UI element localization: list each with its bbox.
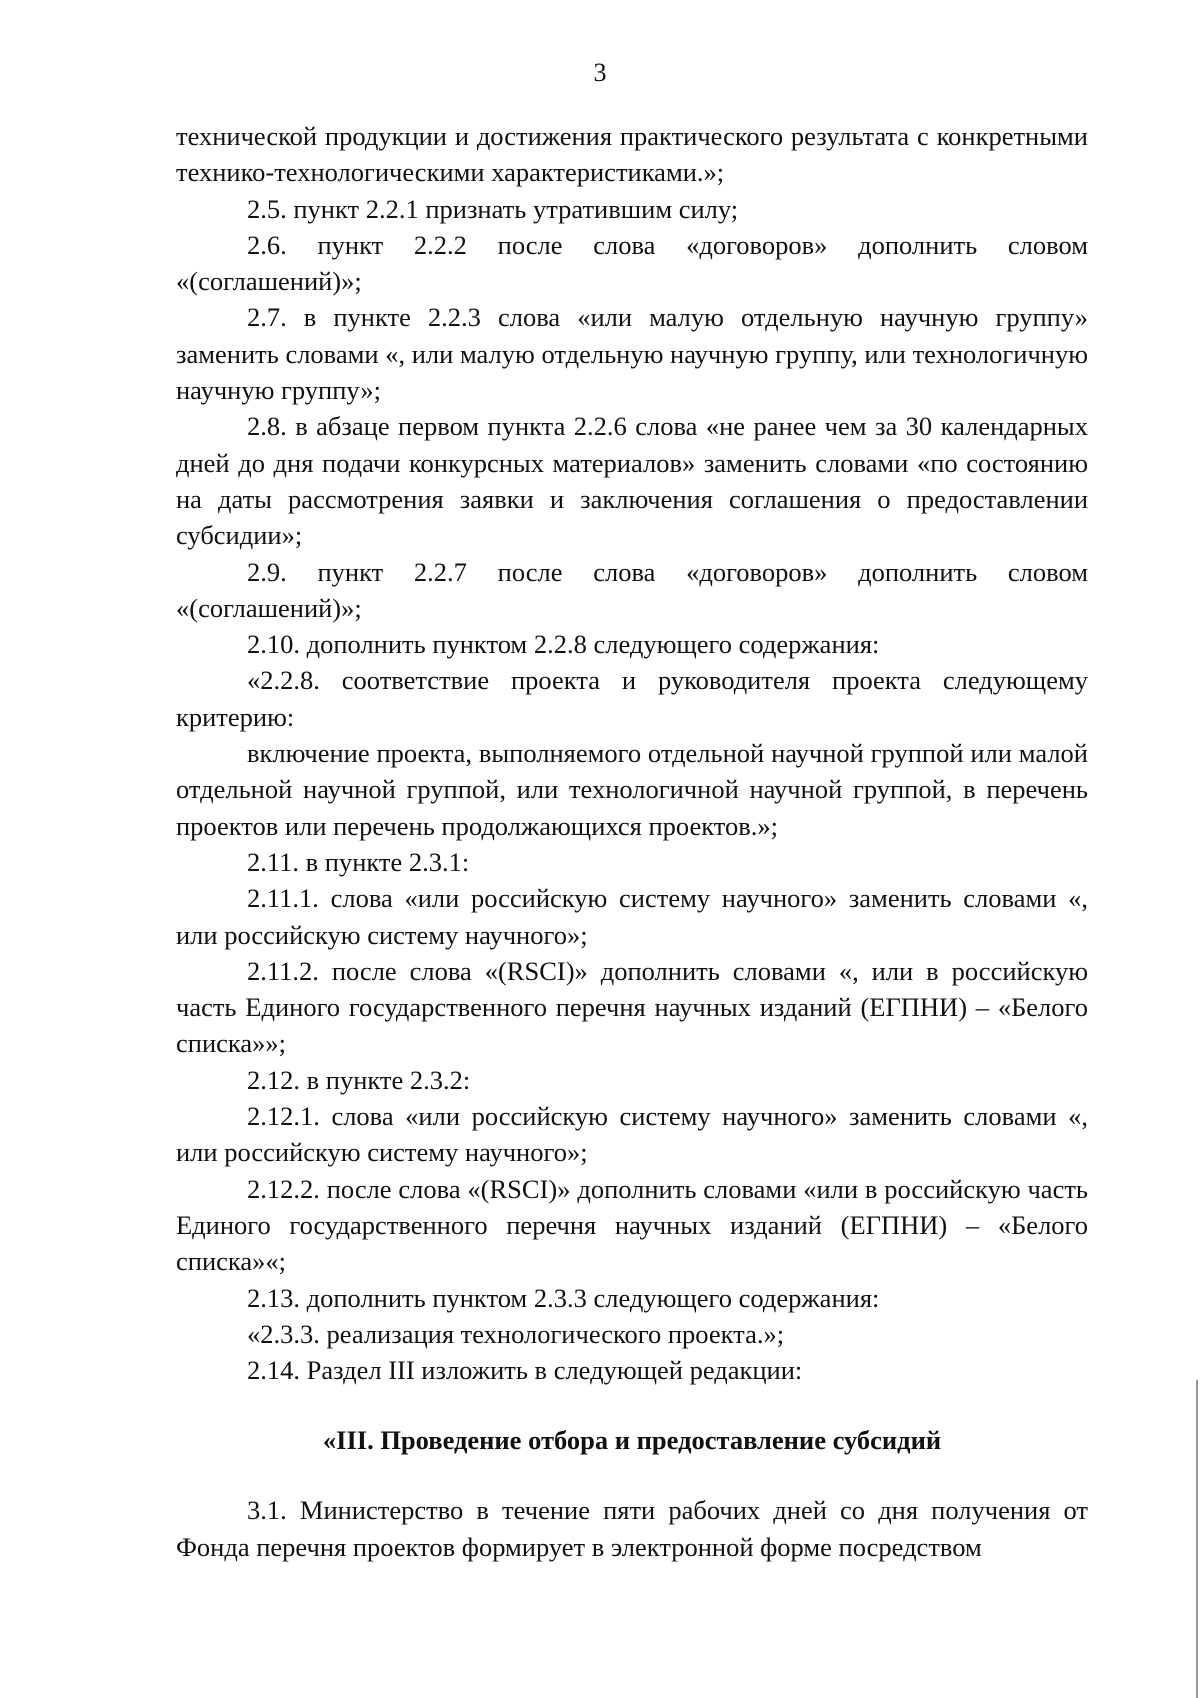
paragraph-2-10: 2.10. дополнить пунктом 2.2.8 следующего содержания: — [247, 629, 880, 660]
paragraph-2-12: 2.12. в пункте 2.3.2: — [247, 1064, 471, 1095]
section-heading: «III. Проведение отбора и предоставление субсидий — [322, 1425, 942, 1456]
paragraph-2-11: 2.11. в пункте 2.3.1: — [247, 846, 470, 877]
document-body — [176, 118, 1088, 1565]
paragraph-2-12-2: 2.12.2. после слова «(RSCI)» дополнить словами «или в российскую часть Единого государственного перечня научных изданий (ЕГПНИ) – «Белого списка»«; — [176, 1173, 1088, 1277]
paragraph-2-5: 2.5. пункт 2.2.1 признать утратившим силу; — [247, 193, 739, 224]
paragraph-2-7: 2.7. в пункте 2.2.3 слова «или малую отдельную научную группу» заменить словами «, или малую отдельную научную группу, или технологичную научную группу»; — [176, 302, 1088, 406]
paragraph-2-3-3: «2.3.3. реализация технологического проекта.»; — [247, 1318, 785, 1349]
paragraph-3-1: 3.1. Министерство в течение пяти рабочих дней со дня получения от Фонда перечня проектов формирует в электронной форме посредством — [176, 1495, 1088, 1562]
paragraph-2-9: 2.9. пункт 2.2.7 после слова «договоров» дополнить словом «(соглашений)»; — [176, 556, 1088, 623]
paragraph-2-13: 2.13. дополнить пунктом 2.3.3 следующего содержания: — [247, 1282, 880, 1313]
paragraph-2-12-1: 2.12.1. слова «или российскую систему научного» заменить словами «, или российскую систему научного»; — [176, 1101, 1088, 1168]
paragraph-2-2-8: «2.2.8. соответствие проекта и руководителя проекта следующему критерию: — [176, 665, 1088, 732]
paragraph-2-8: 2.8. в абзаце первом пункта 2.2.6 слова «не ранее чем за 30 календарных дней до дня подачи конкурсных материалов» заменить словами «по состоянию на даты рассмотрения заявки и заключения соглашения о предоставлении субсидии»; — [176, 411, 1088, 551]
paragraph-continuation: технической продукции и достижения практического результата с конкретными технико-технологическими характеристиками.»; — [176, 121, 1088, 188]
paragraph-2-6: 2.6. пункт 2.2.2 после слова «договоров» дополнить словом «(соглашений)»; — [176, 229, 1088, 297]
paragraph-2-11-1: 2.11.1. слова «или российскую систему научного» заменить словами «, или российскую систему научного»; — [176, 883, 1088, 950]
page-number: 3 — [593, 58, 607, 87]
paragraph-2-11-2: 2.11.2. после слова «(RSCI)» дополнить словами «, или в российскую часть Единого государственного перечня научных изданий (ЕГПНИ) – «Белого списка»»; — [176, 955, 1088, 1059]
scan-edge-mark — [1196, 1380, 1198, 1698]
paragraph-criterion: включение проекта, выполняемого отдельной научной группой или малой отдельной научной группой, или технологичной научной группой, в перечень проектов или перечень продолжающихся проектов.»; — [176, 738, 1088, 841]
paragraph-2-14: 2.14. Раздел III изложить в следующей редакции: — [247, 1355, 803, 1386]
